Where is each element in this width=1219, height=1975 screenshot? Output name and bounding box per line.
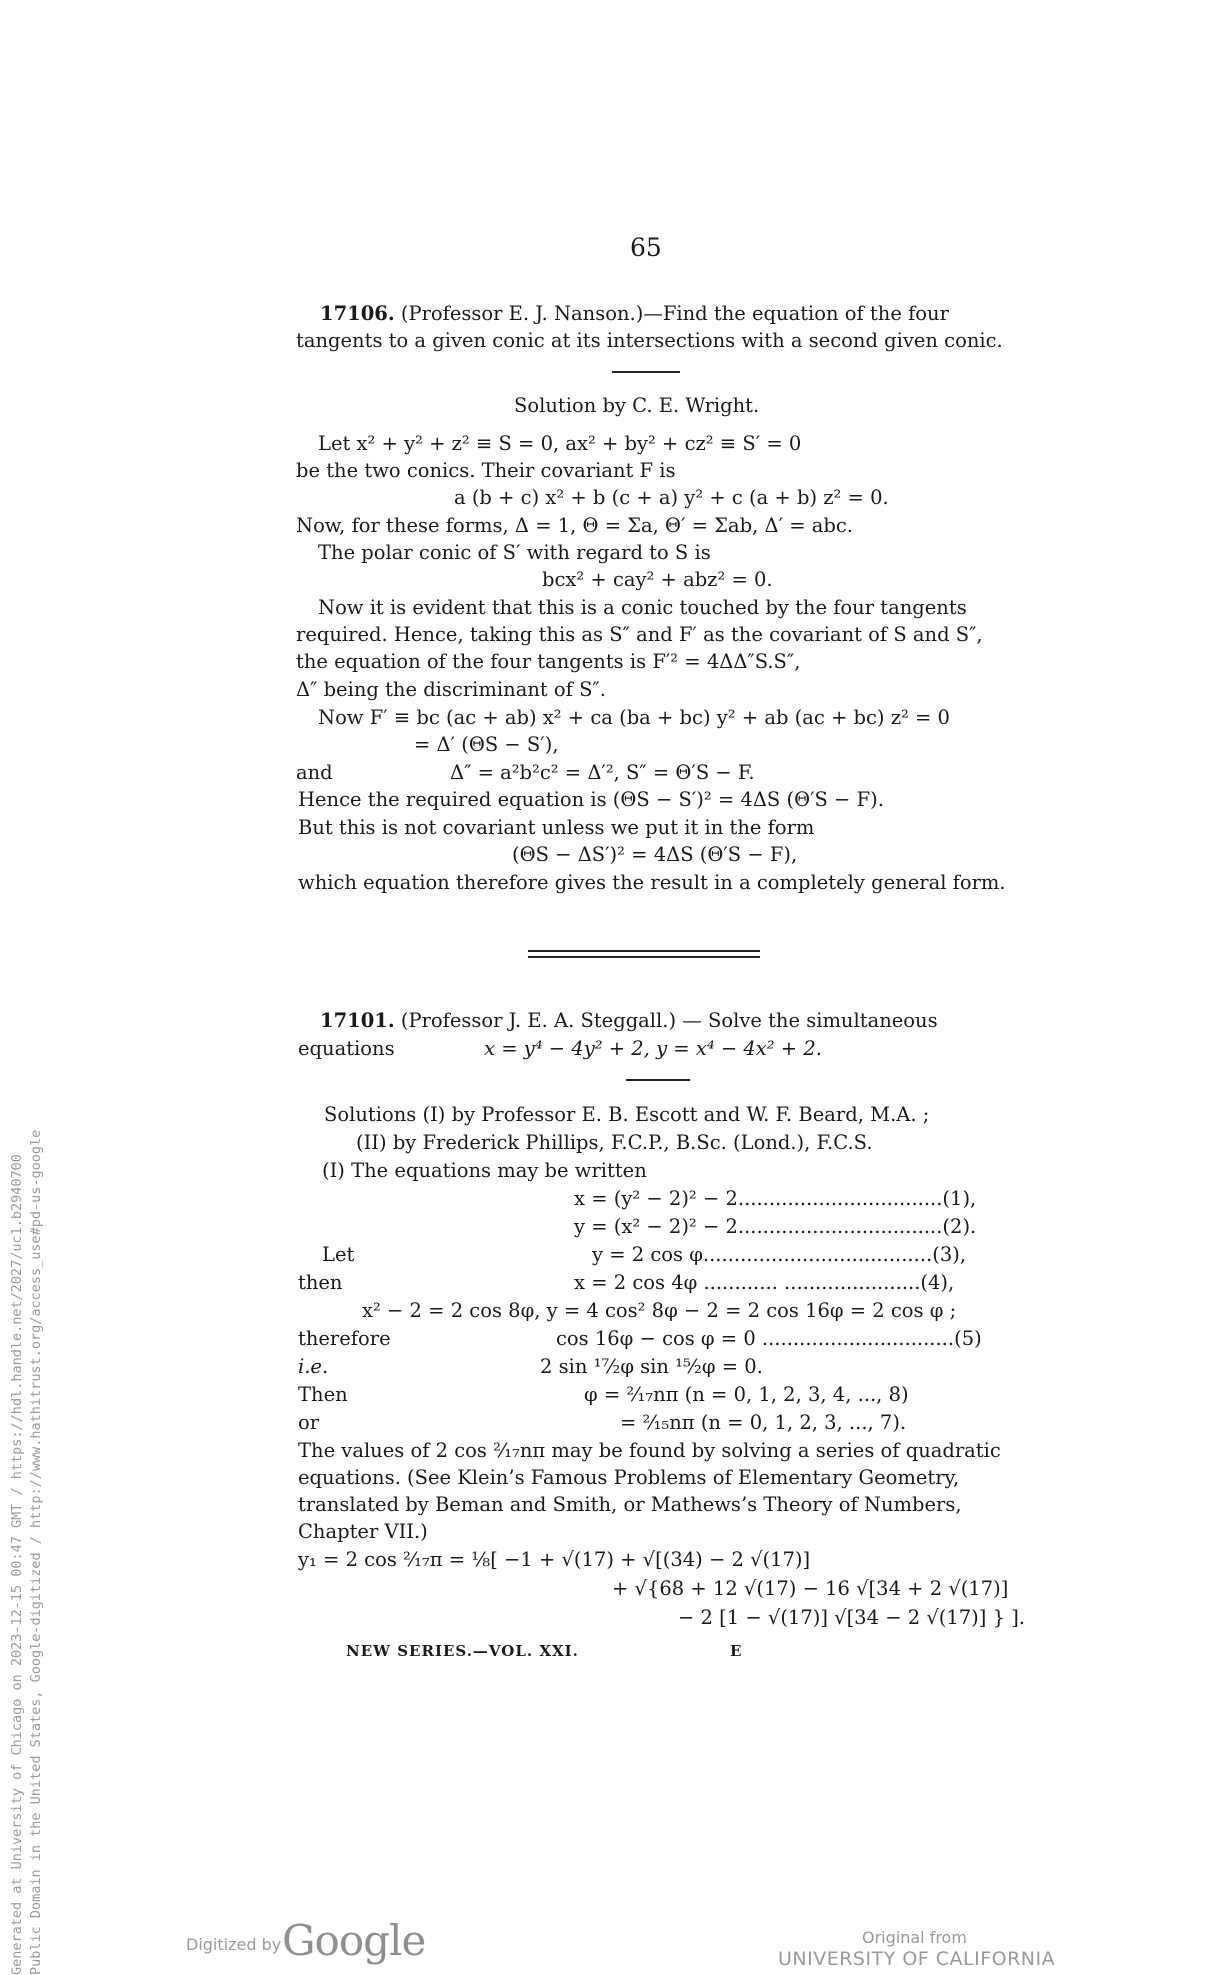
label-therefore: therefore xyxy=(298,1327,391,1350)
solution-line: Δ″ being the discriminant of S″. xyxy=(296,678,606,701)
label-ie: i.e. xyxy=(298,1355,329,1378)
problem-statement-line2: tangents to a given conic at its intersections with a second given conic. xyxy=(296,329,1003,352)
digitized-by-label: Digitized by xyxy=(186,1935,282,1954)
solution-line: a (b + c) x² + b (c + a) y² + c (a + b) z² = 0. xyxy=(454,486,889,509)
series-footer: NEW SERIES.—VOL. XXI. xyxy=(346,1642,579,1660)
double-divider-top xyxy=(528,950,760,952)
solution-line: and xyxy=(296,761,333,784)
paragraph-line: equations. (See Klein’s Famous Problems of Elementary Geometry, xyxy=(298,1466,960,1489)
paragraph-line: translated by Beman and Smith, or Mathews’s Theory of Numbers, xyxy=(298,1493,962,1516)
problem-17101-heading xyxy=(320,1007,938,1034)
university-label: UNIVERSITY OF CALIFORNIA xyxy=(778,1948,1056,1970)
paragraph-line: The values of 2 cos ²⁄₁₇nπ may be found by solving a series of quadratic xyxy=(298,1439,1001,1462)
solution-line: Let x² + y² + z² ≡ S = 0, ax² + by² + cz² ≡ S′ = 0 xyxy=(318,432,802,455)
solution-line: bcx² + cay² + abz² = 0. xyxy=(542,568,773,591)
problem-equations: x = y⁴ − 4y² + 2, y = x⁴ − 4x² + 2. xyxy=(484,1037,822,1060)
short-divider xyxy=(626,1079,690,1081)
equation-1: x = (y² − 2)² − 2.................................(1), xyxy=(574,1187,977,1210)
solution-line: Now it is evident that this is a conic touched by the four tangents xyxy=(318,596,967,619)
label-let: Let xyxy=(322,1243,355,1266)
problem-statement-line2-label: equations xyxy=(298,1037,395,1060)
solution-line: which equation therefore gives the result in a completely general form. xyxy=(298,871,1006,894)
double-divider-bottom xyxy=(528,956,760,958)
label-or: or xyxy=(298,1411,320,1434)
page-number: 65 xyxy=(630,233,662,262)
equation-4: x = 2 cos 4φ ............ ......................(4), xyxy=(574,1271,955,1294)
signature-mark: E xyxy=(730,1642,742,1660)
sidebar-watermark xyxy=(8,975,46,1975)
problem-statement-line1: (Professor E. J. Nanson.)—Find the equation of the four xyxy=(400,302,949,325)
y1-equation-line1: y₁ = 2 cos ²⁄₁₇π = ⅛[ −1 + √(17) + √[(34) − 2 √(17)] xyxy=(298,1548,811,1571)
solution-line: Hence the required equation is (ΘS − S′)² = 4ΔS (Θ′S − F). xyxy=(298,788,884,811)
problem-statement-line1: (Professor J. E. A. Steggall.) — Solve the simultaneous xyxy=(400,1009,938,1032)
solution-line: The polar conic of S′ with regard to S is xyxy=(318,541,711,564)
equation-7: φ = ²⁄₁₇nπ (n = 0, 1, 2, 3, 4, ..., 8) xyxy=(584,1383,909,1406)
y1-equation-line2: + √{68 + 12 √(17) − 16 √[34 + 2 √(17)] xyxy=(612,1577,1009,1600)
solution-line: But this is not covariant unless we put it in the form xyxy=(298,816,815,839)
solution-line: be the two conics. Their covariant F is xyxy=(296,459,676,482)
solutions-credit-1: Solutions (I) by Professor E. B. Escott and W. F. Beard, M.A. ; xyxy=(324,1103,930,1126)
y1-equation-line3: − 2 [1 − √(17)] √[34 − 2 √(17)] } ]. xyxy=(678,1606,1026,1629)
problem-number: 17106. xyxy=(320,302,395,325)
sidebar-line-2: Public Domain in the United States, Google-digitized / http://www.hathitrust.org/access_use#pd-us-google xyxy=(28,1129,44,1975)
google-logo: Google xyxy=(282,1916,426,1965)
equation-3: y = 2 cos φ.....................................(3), xyxy=(592,1243,967,1266)
solution-line: Now, for these forms, Δ = 1, Θ = Σa, Θ′ = Σab, Δ′ = abc. xyxy=(296,514,853,537)
solutions-credit-2: (II) by Frederick Phillips, F.C.P., B.Sc. (Lond.), F.C.S. xyxy=(356,1131,873,1154)
short-divider xyxy=(612,371,680,373)
equation-mid: x² − 2 = 2 cos 8φ, y = 4 cos² 8φ − 2 = 2 cos 16φ = 2 cos φ ; xyxy=(362,1299,957,1322)
original-from-label: Original from xyxy=(862,1928,967,1947)
solution-intro: (I) The equations may be written xyxy=(322,1159,647,1182)
problem-17106-heading xyxy=(320,300,949,327)
label-then-2: Then xyxy=(298,1383,348,1406)
sidebar-line-1: Generated at University of Chicago on 2023-12-15 00:47 GMT / https://hdl.handle.net/2027/uc1.b2940700 xyxy=(9,1154,25,1975)
equation-6: 2 sin ¹⁷⁄₂φ sin ¹⁵⁄₂φ = 0. xyxy=(540,1355,763,1378)
solution-line: Now F′ ≡ bc (ac + ab) x² + ca (ba + bc) y² + ab (ac + bc) z² = 0 xyxy=(318,706,950,729)
solution-line: (ΘS − ΔS′)² = 4ΔS (Θ′S − F), xyxy=(512,843,798,866)
equation-5: cos 16φ − cos φ = 0 ...............................(5) xyxy=(556,1327,982,1350)
paragraph-line: Chapter VII.) xyxy=(298,1520,428,1543)
solution-by: Solution by C. E. Wright. xyxy=(514,394,760,417)
solution-line: the equation of the four tangents is F′² = 4ΔΔ″S.S″, xyxy=(296,650,801,673)
label-then: then xyxy=(298,1271,343,1294)
solution-line: = Δ′ (ΘS − S′), xyxy=(414,733,559,756)
equation-2: y = (x² − 2)² − 2.................................(2). xyxy=(574,1215,977,1238)
solution-line: Δ″ = a²b²c² = Δ′², S″ = Θ′S − F. xyxy=(450,761,755,784)
solution-line: required. Hence, taking this as S″ and F′ as the covariant of S and S″, xyxy=(296,623,983,646)
problem-number: 17101. xyxy=(320,1009,395,1032)
equation-8: = ²⁄₁₅nπ (n = 0, 1, 2, 3, ..., 7). xyxy=(620,1411,907,1434)
